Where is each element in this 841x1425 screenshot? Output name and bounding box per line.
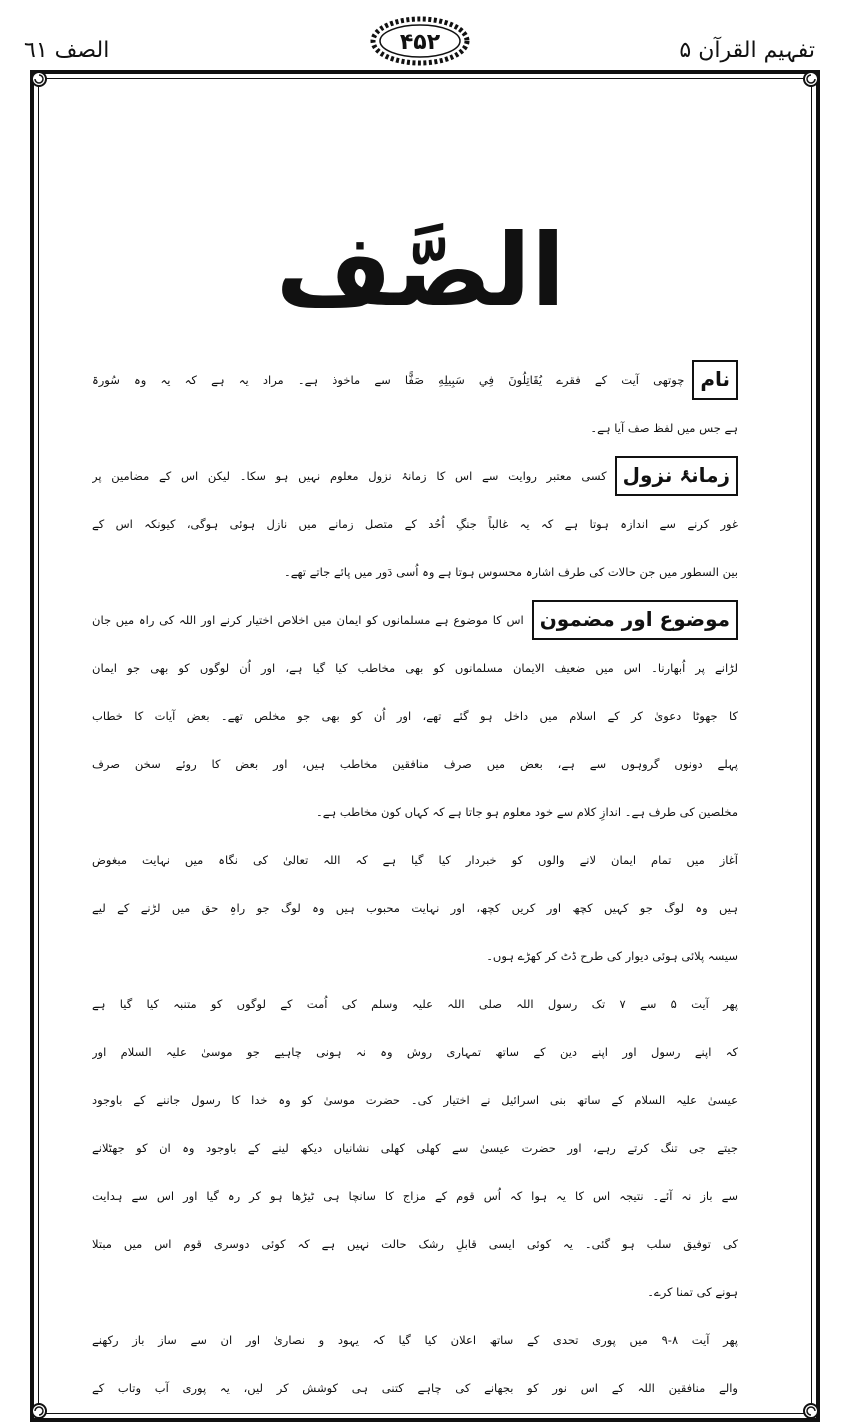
text-line: کا جھوٹا دعویٰ کر کے اسلام میں داخل ہو گئے تھے، اور اُن کو بھی جو مخلص تھے۔ بعض آیات کا خطاب (92, 709, 738, 723)
text-line: پھر آیت ۸-۹ میں پوری تحدی کے ساتھ اعلان کیا گیا کہ یہود و نصاریٰ اور ان سے ساز باز رکھنے (92, 1333, 738, 1347)
text-line: جیتے جی تنگ کرتے رہے، اور حضرت عیسیٰ سے کھلی کھلی نشانیاں دیکھ لینے کے باوجود وہ ان کو جھٹلانے (92, 1141, 738, 1155)
page-number-ornament (368, 14, 472, 68)
text-line: ہے جس میں لفظ صف آیا ہے۔ (590, 421, 738, 435)
text-line: پھر آیت ۵ سے ۷ تک رسول اللہ صلی اللہ علیہ وسلم کی اُمت کے لوگوں کو متنبہ کیا گیا ہے (92, 997, 738, 1011)
text-line: ہونے کی تمنا کرے۔ (647, 1285, 738, 1299)
section-name-first-line (92, 356, 738, 404)
section-subject-first-line (92, 596, 738, 644)
text-line: غور کرنے سے اندازہ ہوتا ہے کہ یہ غالباً جنگِ اُحُد کے متصل زمانے میں نازل ہوئی ہوگی، کیونکہ اس کے (92, 517, 738, 531)
section-label-name: نام (692, 360, 738, 400)
text-line: والے منافقین اللہ کے اس نور کو بجھانے کی چاہے کتنی ہی کوشش کر لیں، یہ پوری آب وتاب کے (92, 1381, 738, 1395)
text-line: آغاز میں تمام ایمان لانے والوں کو خبردار کیا گیا ہے کہ اللہ تعالیٰ کی نگاہ میں نہایت مبغوض (92, 853, 738, 867)
text-line: سیسہ پلائی ہوئی دیوار کی طرح ڈٹ کر کھڑے ہوں۔ (486, 949, 738, 963)
text-line: عیسیٰ علیہ السلام کے ساتھ بنی اسرائیل نے اختیار کی۔ حضرت موسیٰ کو وہ خدا کا رسول جاننے کے باوجود (92, 1093, 738, 1107)
text-line: پہلے دونوں گروہوں سے ہے، بعض میں صرف منافقین مخاطب ہیں، اور بعض کا روئے سخن صرف (92, 757, 738, 771)
corner-ornament-icon (28, 1400, 50, 1422)
text-line: کسی معتبر روایت سے اس کا زمانۂ نزول معلوم نہیں ہو سکا۔ لیکن اس کے مضامین پر (92, 469, 607, 483)
corner-ornament-icon (800, 1400, 822, 1422)
corner-ornament-icon (800, 68, 822, 90)
surah-title: الصَّف (275, 212, 566, 329)
text-line: سے باز نہ آئے۔ نتیجہ اس کا یہ ہوا کہ اُس قوم کے مزاج کا سانچا ہی ٹیڑھا ہو کر رہ گیا اور اس سے ہدایت (92, 1189, 738, 1203)
running-header-surah-ref: الصف ٦١ (24, 38, 110, 63)
text-line: کی توفیق سلب ہو گئی۔ یہ کوئی ایسی قابلِ رشک حالت نہیں ہے کہ کوئی دوسری قوم اس میں مبتلا (92, 1237, 738, 1251)
introduction-text (92, 356, 738, 1412)
section-label-subject: موضوع اور مضمون (532, 600, 738, 640)
text-line: لڑانے پر اُبھارنا۔ اس میں ضعیف الایمان مسلمانوں کو بھی مخاطب کیا گیا ہے، اور اُن لوگوں کو بھی جو ایمان (92, 661, 738, 675)
text-line: مخلصین کی طرف ہے۔ اندازِ کلام سے خود معلوم ہو جاتا ہے کہ کہاں کون مخاطب ہے۔ (316, 805, 738, 819)
section-period-first-line (92, 452, 738, 500)
text-line: ہیں وہ لوگ جو کہیں کچھ اور کریں کچھ، اور نہایت محبوب ہیں وہ لوگ جو راہِ حق میں لڑنے کے لیے (92, 901, 738, 915)
text-line: چوتھی آیت کے فقرے يُقَاتِلُونَ فِي سَبِيلِهِ صَفًّا سے ماخوذ ہے۔ مراد یہ ہے کہ یہ وہ سُورۃ (92, 373, 685, 387)
page-number: ۴۵۲ (399, 30, 441, 55)
text-line: اس کا موضوع ہے مسلمانوں کو ایمان میں اخلاص اختیار کرنے اور اللہ کی راہ میں جان (92, 613, 524, 627)
running-header-book-title: تفہیم القرآن ۵ (679, 38, 815, 63)
section-label-period: زمانۂ نزول (615, 456, 738, 496)
corner-ornament-icon (28, 68, 50, 90)
text-line: بین السطور میں جن حالات کی طرف اشارہ محسوس ہوتا ہے وہ اُسی دَور میں پائے جاتے تھے۔ (284, 565, 738, 579)
text-line: کہ اپنے رسول اور اپنے دین کے ساتھ تمہاری روش وہ نہ ہونی چاہیے جو موسیٰ علیہ السلام اور (92, 1045, 738, 1059)
